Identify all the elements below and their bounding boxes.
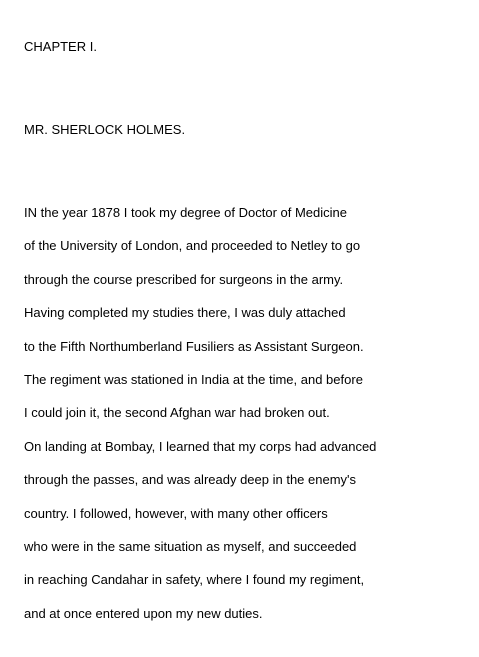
- text-line: On landing at Bombay, I learned that my corps had advanced: [24, 438, 377, 454]
- text-line: through the course prescribed for surgeons in the army.: [24, 271, 344, 287]
- body-text: [24, 205, 376, 639]
- text-line: The regiment was stationed in India at the time, and before: [24, 371, 363, 387]
- text-line: in reaching Candahar in safety, where I found my regiment,: [24, 572, 365, 588]
- chapter-heading: CHAPTER I.: [24, 39, 97, 54]
- text-line: of the University of London, and proceeded to Netley to go: [24, 238, 361, 254]
- text-line: country. I followed, however, with many other officers: [24, 505, 328, 521]
- text-line: Having completed my studies there, I was duly attached: [24, 305, 346, 321]
- text-line: IN the year 1878 I took my degree of Doctor of Medicine: [24, 205, 348, 220]
- text-line: and at once entered upon my new duties.: [24, 605, 263, 621]
- text-line: I could join it, the second Afghan war had broken out.: [24, 405, 330, 421]
- text-line: who were in the same situation as myself, and succeeded: [24, 538, 357, 554]
- text-line: to the Fifth Northumberland Fusiliers as Assistant Surgeon.: [24, 338, 364, 354]
- text-line: through the passes, and was already deep in the enemy's: [24, 472, 357, 488]
- chapter-title: MR. SHERLOCK HOLMES.: [24, 122, 186, 137]
